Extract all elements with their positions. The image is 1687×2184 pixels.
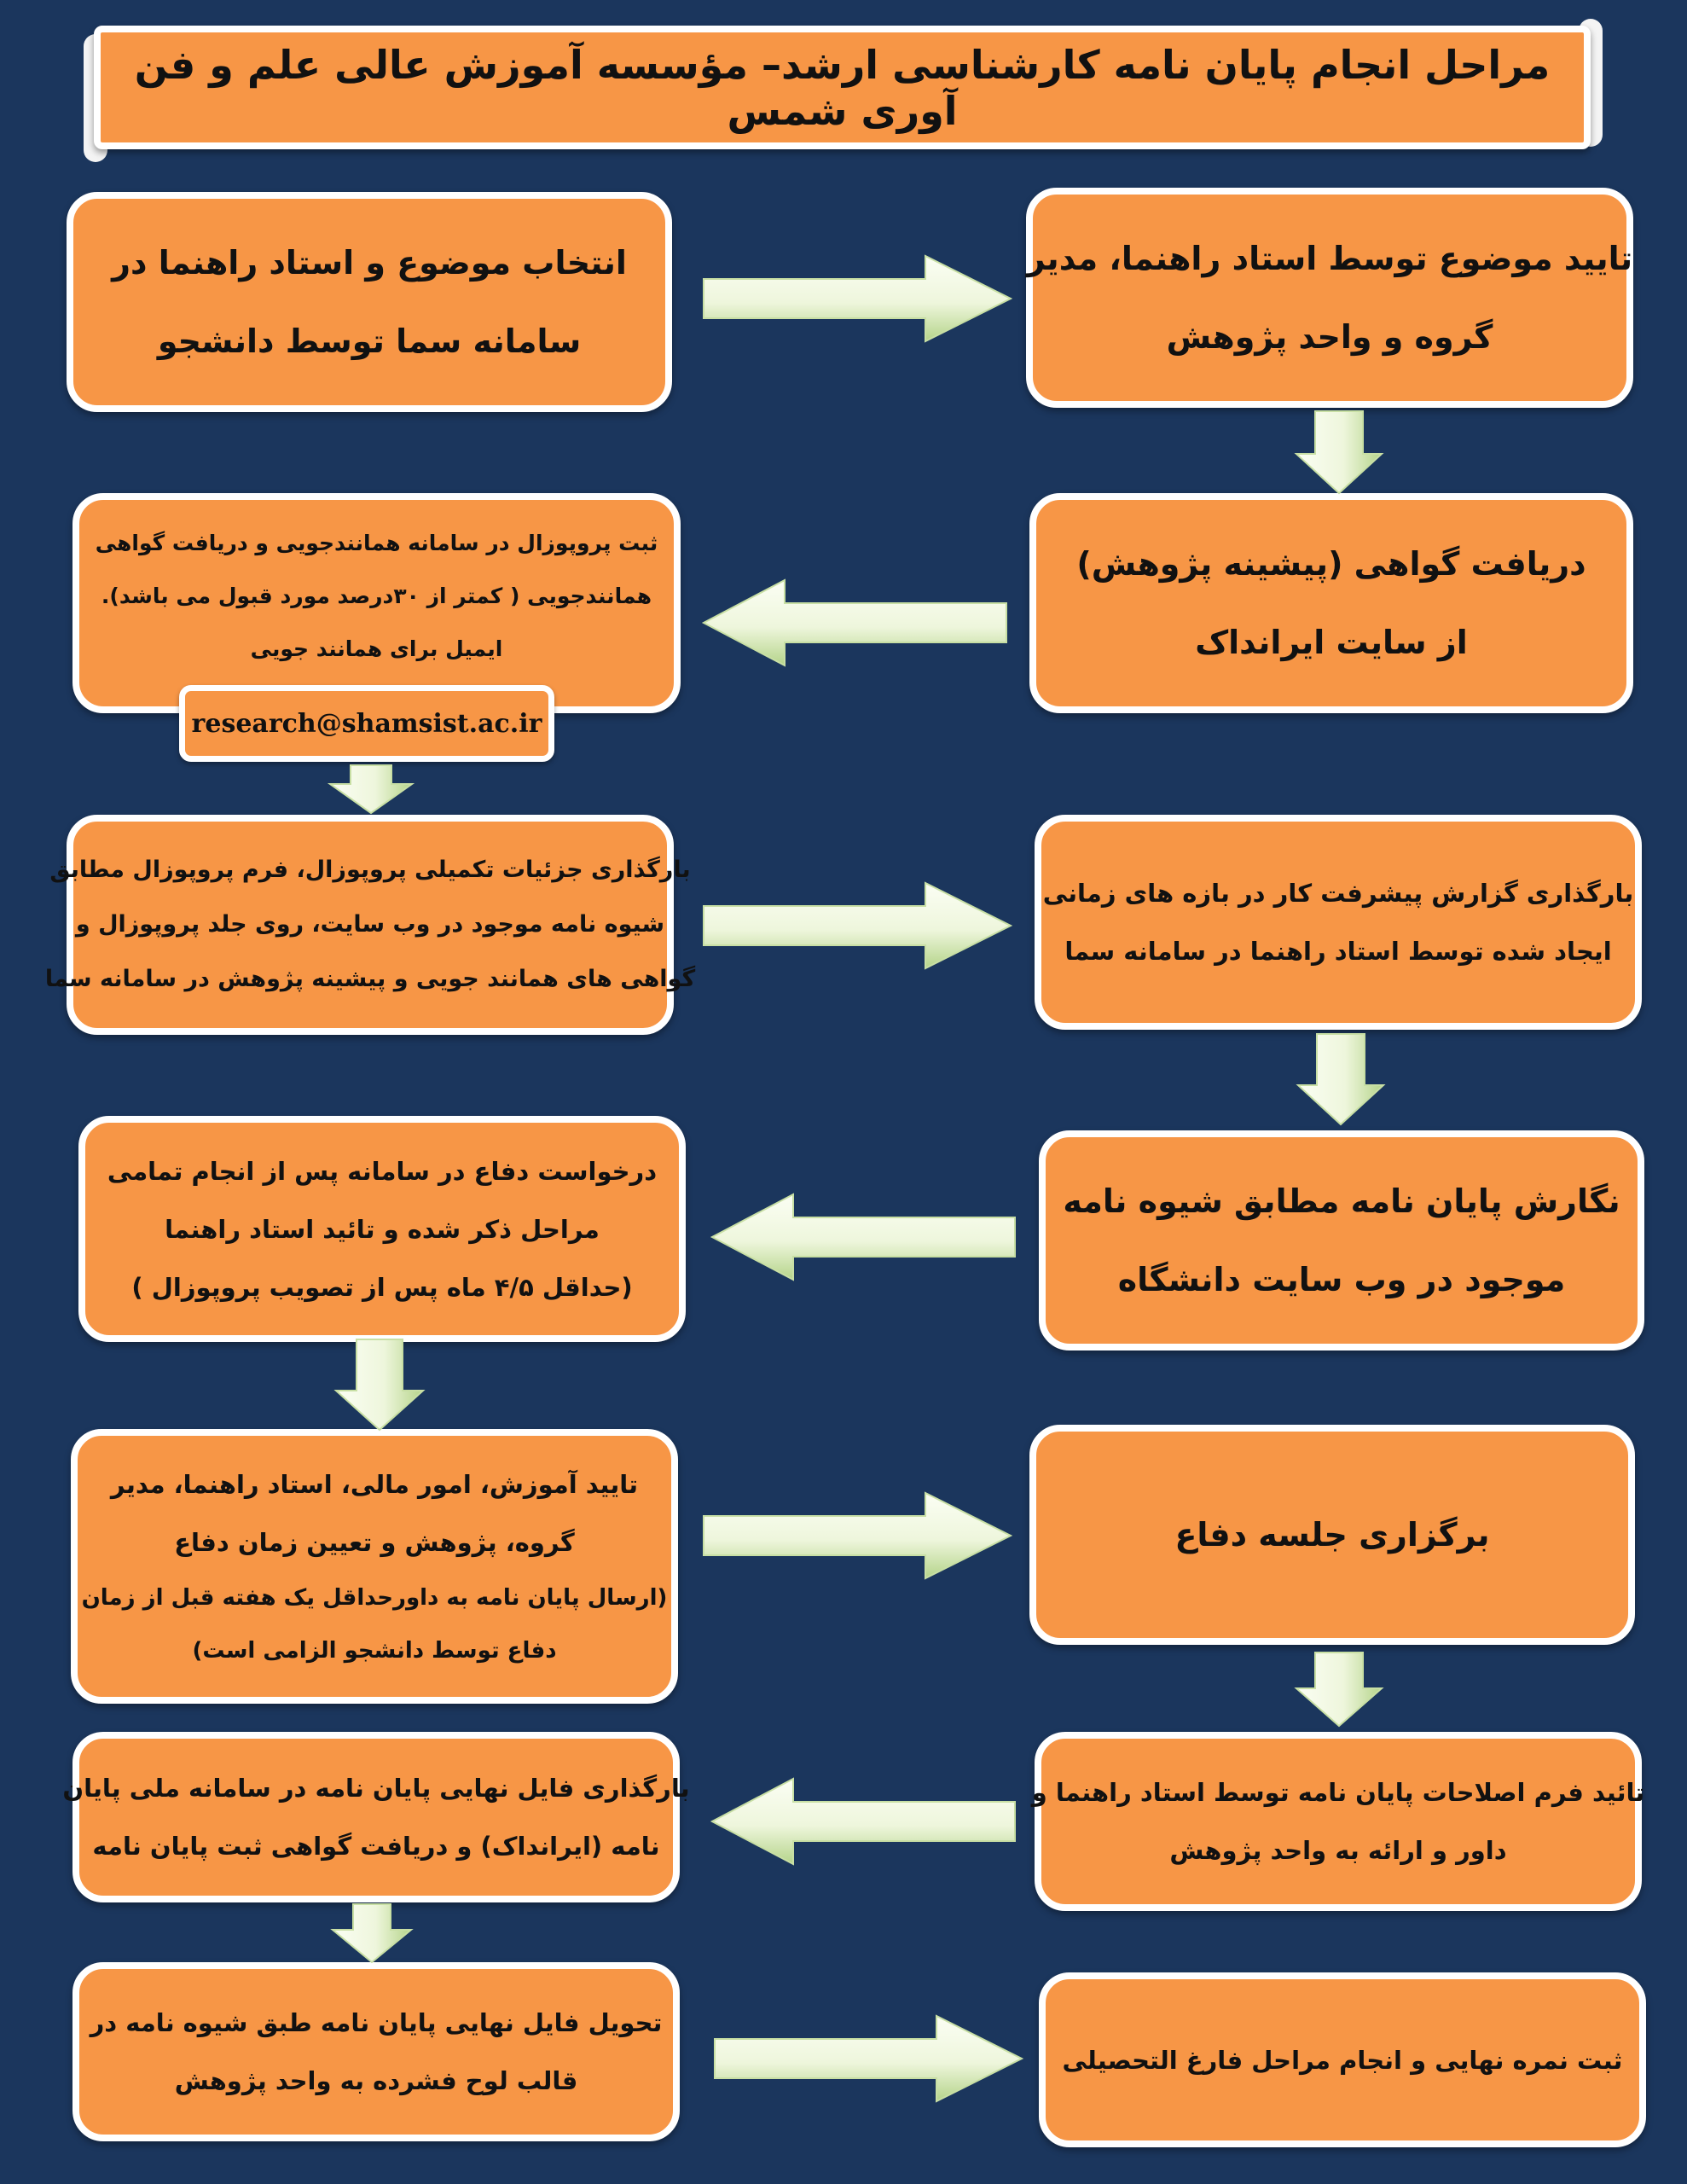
arrow-down-icon xyxy=(333,1338,426,1432)
title-banner xyxy=(94,26,1591,149)
arrow-down-icon xyxy=(328,764,414,815)
step-line: (ارسال پایان نامه به داورحداقل یک هفته قبل از زمان xyxy=(81,1585,668,1611)
step-plagiarism-check xyxy=(72,493,681,713)
step-line: بارگذاری جزئیات تکمیلی پروپوزال، فرم پروپوزال مطابق xyxy=(49,857,691,883)
step-topic-approval xyxy=(1026,188,1633,408)
step-defense-approval xyxy=(71,1429,678,1704)
arrow-right-icon xyxy=(699,879,1015,973)
step-line: درخواست دفاع در سامانه پس از انجام تمامی xyxy=(107,1156,658,1186)
arrow-left-icon xyxy=(708,1774,1019,1868)
step-progress-report xyxy=(1035,815,1642,1030)
step-line: تایید موضوع توسط استاد راهنما، مدیر xyxy=(1026,240,1633,277)
arrow-left-icon xyxy=(699,576,1011,670)
step-corrections-approval xyxy=(1031,1732,1645,1911)
step-line: گواهی های همانند جویی و پیشینه پژوهش در سامانه سما xyxy=(44,966,696,992)
step-line: نامه (ایرانداک) و دریافت گواهی ثبت پایان نامه xyxy=(92,1832,660,1861)
arrow-right-icon xyxy=(699,252,1015,346)
arrow-down-icon xyxy=(1295,410,1383,495)
step-line: سامانه سما توسط دانشجو xyxy=(157,322,582,360)
step-line: تحویل فایل نهایی پایان نامه طبق شیوه نامه در xyxy=(90,2008,663,2037)
step-line: دریافت گواهی (پیشینه پژوهش) xyxy=(1076,545,1586,583)
step-line: ایمیل برای همانند جویی xyxy=(250,636,503,661)
step-line: قالب لوح فشرده به واحد پژوهش xyxy=(174,2066,578,2095)
step-line: همانندجویی ( کمتر از ۳۰درصد مورد قبول می باشد). xyxy=(101,584,652,608)
step-line: داور و ارائه به واحد پژوهش xyxy=(1169,1836,1507,1865)
step-line: موجود در وب سایت دانشگاه xyxy=(1117,1261,1566,1298)
step-graduation xyxy=(1039,1972,1646,2147)
step-final-upload xyxy=(62,1732,690,1902)
arrow-down-icon xyxy=(1295,1651,1383,1728)
step-defense-request xyxy=(78,1116,686,1342)
step-line: ایجاد شده توسط استاد راهنما در سامانه سما xyxy=(1064,937,1612,966)
step-line: بارگذاری گزارش پیشرفت کار در بازه های زمانی xyxy=(1042,879,1634,908)
page-title: مراحل انجام پایان نامه کارشناسی ارشد– مؤسسه آموزش عالی علم و فن آوری شمس xyxy=(134,41,1551,134)
step-line: ثبت نمره نهایی و انجام مراحل فارغ التحصیلی xyxy=(1062,2045,1623,2075)
step-line: دفاع توسط دانشجو الزامی است) xyxy=(192,1638,557,1664)
arrow-right-icon xyxy=(699,1489,1015,1583)
step-line: تایید آموزش، امور مالی، استاد راهنما، مدیر xyxy=(110,1470,639,1499)
step-write-thesis xyxy=(1039,1130,1644,1350)
step-line: مراحل ذکر شده و تائید استاد راهنما xyxy=(165,1214,600,1244)
step-line: تائید فرم اصلاحات پایان نامه توسط استاد راهنما و xyxy=(1031,1778,1645,1807)
arrow-down-icon xyxy=(1296,1032,1385,1126)
step-line: (حداقل ۴/۵ ماه پس از تصویب پروپوزال ) xyxy=(131,1272,633,1302)
step-line: ثبت پروپوزال در سامانه همانندجویی و دریافت گواهی xyxy=(95,531,658,555)
step-line: گروه و واحد پژوهش xyxy=(1166,318,1493,356)
step-line: بارگذاری فایل نهایی پایان نامه در سامانه ملی پایان xyxy=(62,1774,690,1803)
step-line: شیوه نامه موجود در وب سایت، روی جلد پروپوزال و xyxy=(75,911,665,938)
step-line: از سایت ایرانداک xyxy=(1195,624,1468,661)
step-deliver-cd xyxy=(72,1962,680,2141)
step-select-topic xyxy=(67,192,672,412)
email-address[interactable]: research@shamsist.ac.ir xyxy=(179,685,554,762)
arrow-down-icon xyxy=(331,1902,413,1964)
step-defense-session xyxy=(1029,1425,1635,1645)
arrow-left-icon xyxy=(708,1190,1019,1284)
step-upload-proposal xyxy=(44,815,696,1035)
step-line: انتخاب موضوع و استاد راهنما در xyxy=(112,244,627,282)
arrow-right-icon xyxy=(710,2012,1026,2106)
step-line: برگزاری جلسه دفاع xyxy=(1174,1516,1490,1554)
step-line: نگارش پایان نامه مطابق شیوه نامه xyxy=(1063,1182,1620,1220)
step-irandoc-certificate xyxy=(1029,493,1633,713)
step-line: گروه، پژوهش و تعیین زمان دفاع xyxy=(174,1528,575,1557)
